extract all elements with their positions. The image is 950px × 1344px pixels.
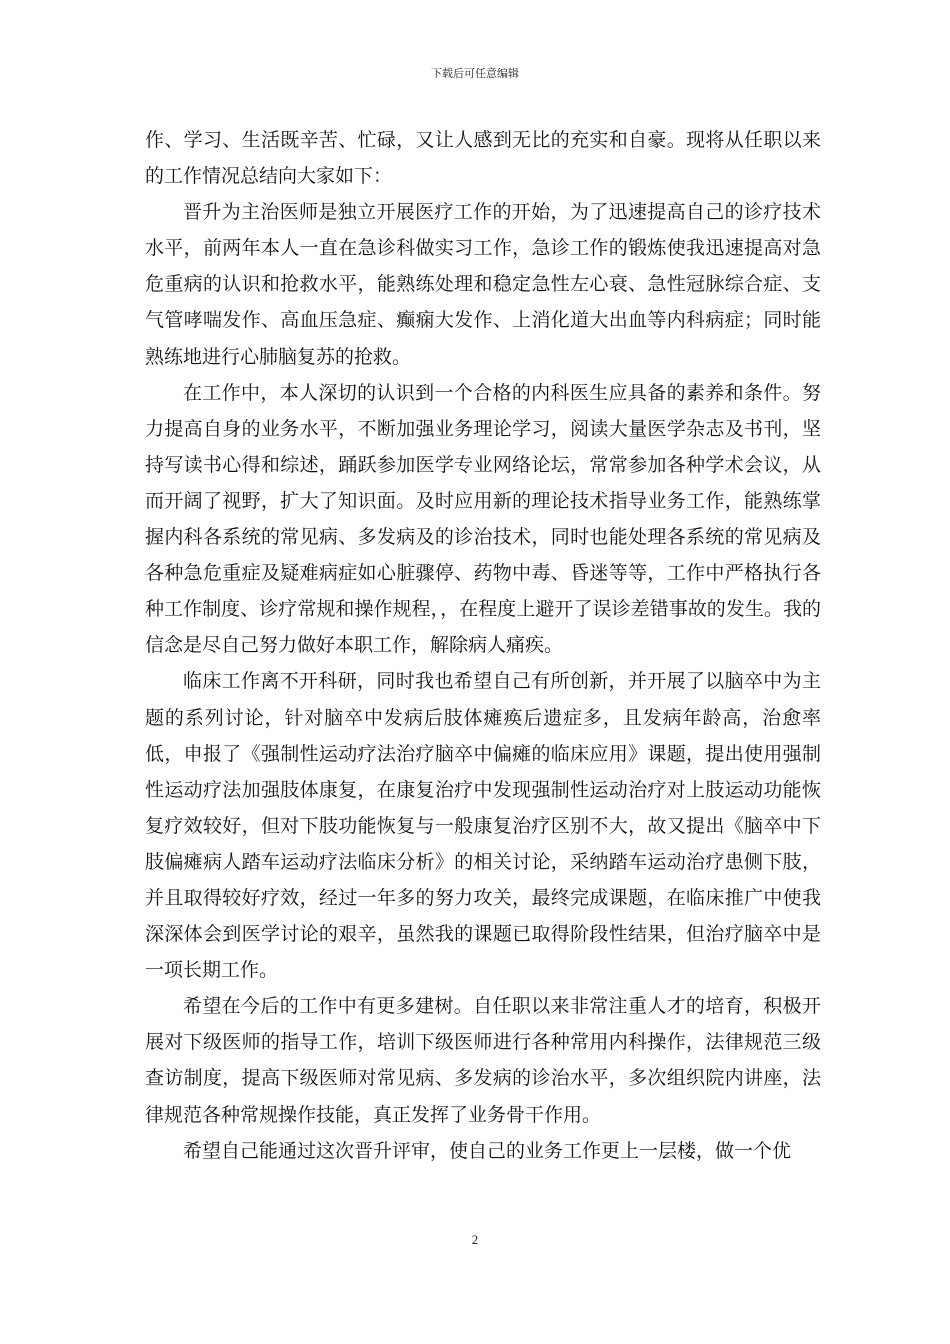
page-number: 2 — [471, 1232, 479, 1247]
paragraph-research: 临床工作离不开科研，同时我也希望自己有所创新，并开展了以脑卒中为主题的系列讨论，针对脑卒中发病后肢体瘫痪后遗症多，且发病年龄高，治愈率低，申报了《强制性运动疗法治疗脑卒中偏瘫的临床应用》课题，提出使用强制性运动疗法加强肢体康复，在康复治疗中发现强制性运动治疗对上肢运动功能恢复疗效较好，但对下肢功能恢复与一般康复治疗区别不大，故又提出《脑卒中下肢偏瘫病人踏车运动疗法临床分析》的相关讨论，采纳踏车运动治疗患侧下肢，并且取得较好疗效，经过一年多的努力攻关，最终完成课题，在临床推广中使我深深体会到医学讨论的艰辛，虽然我的课题已取得阶段性结果，但治疗脑卒中是一项长期工作。 — [145, 670, 821, 982]
paragraph-closing: 希望自己能通过这次晋升评审，使自己的业务工作更上一层楼，做一个优 — [183, 1139, 792, 1162]
paragraph-promotion: 晋升为主治医师是独立开展医疗工作的开始，为了迅速提高自己的诊疗技术水平，前两年本人一直在急诊科做实习工作，急诊工作的锻炼使我迅速提高对急危重病的认识和抢救水平，能熟练处理和稳定急性左心衰、急性冠脉综合症、支气管哮喘发作、高血压急症、癫痫大发作、上消化道大出血等内科病症；同时能熟练地进行心肺脑复苏的抢救。 — [145, 201, 821, 368]
paragraph-continuation: 作、学习、生活既辛苦、忙碌，又让人感到无比的充实和自豪。现将从任职以来的工作情况总结向大家如下： — [145, 129, 821, 188]
document-body — [145, 122, 821, 1169]
paragraph-training: 希望在今后的工作中有更多建树。自任职以来非常注重人才的培育，积极开展对下级医师的指导工作，培训下级医师进行各种常用内科操作，法律规范三级查访制度，提高下级医师对常见病、多发病的诊治水平，多次组织院内讲座，法律规范各种常规操作技能，真正发挥了业务骨干作用。 — [145, 995, 821, 1126]
paragraph-work-quality: 在工作中，本人深切的认识到一个合格的内科医生应具备的素养和条件。努力提高自身的业务水平，不断加强业务理论学习，阅读大量医学杂志及书刊，坚持写读书心得和综述，踊跃参加医学专业网络论坛，常常参加各种学术会议，从而开阔了视野，扩大了知识面。及时应用新的理论技术指导业务工作，能熟练掌握内科各系统的常见病、多发病及的诊治技术，同时也能处理各系统的常见病及各种急危重症及疑难病症如心脏骤停、药物中毒、昏迷等等，工作中严格执行各种工作制度、诊疗常规和操作规程，，在程度上避开了误诊差错事故的发生。我的信念是尽自己努力做好本职工作，解除病人痛疾。 — [145, 381, 821, 657]
page-header: 下载后可任意编辑 — [431, 67, 519, 80]
